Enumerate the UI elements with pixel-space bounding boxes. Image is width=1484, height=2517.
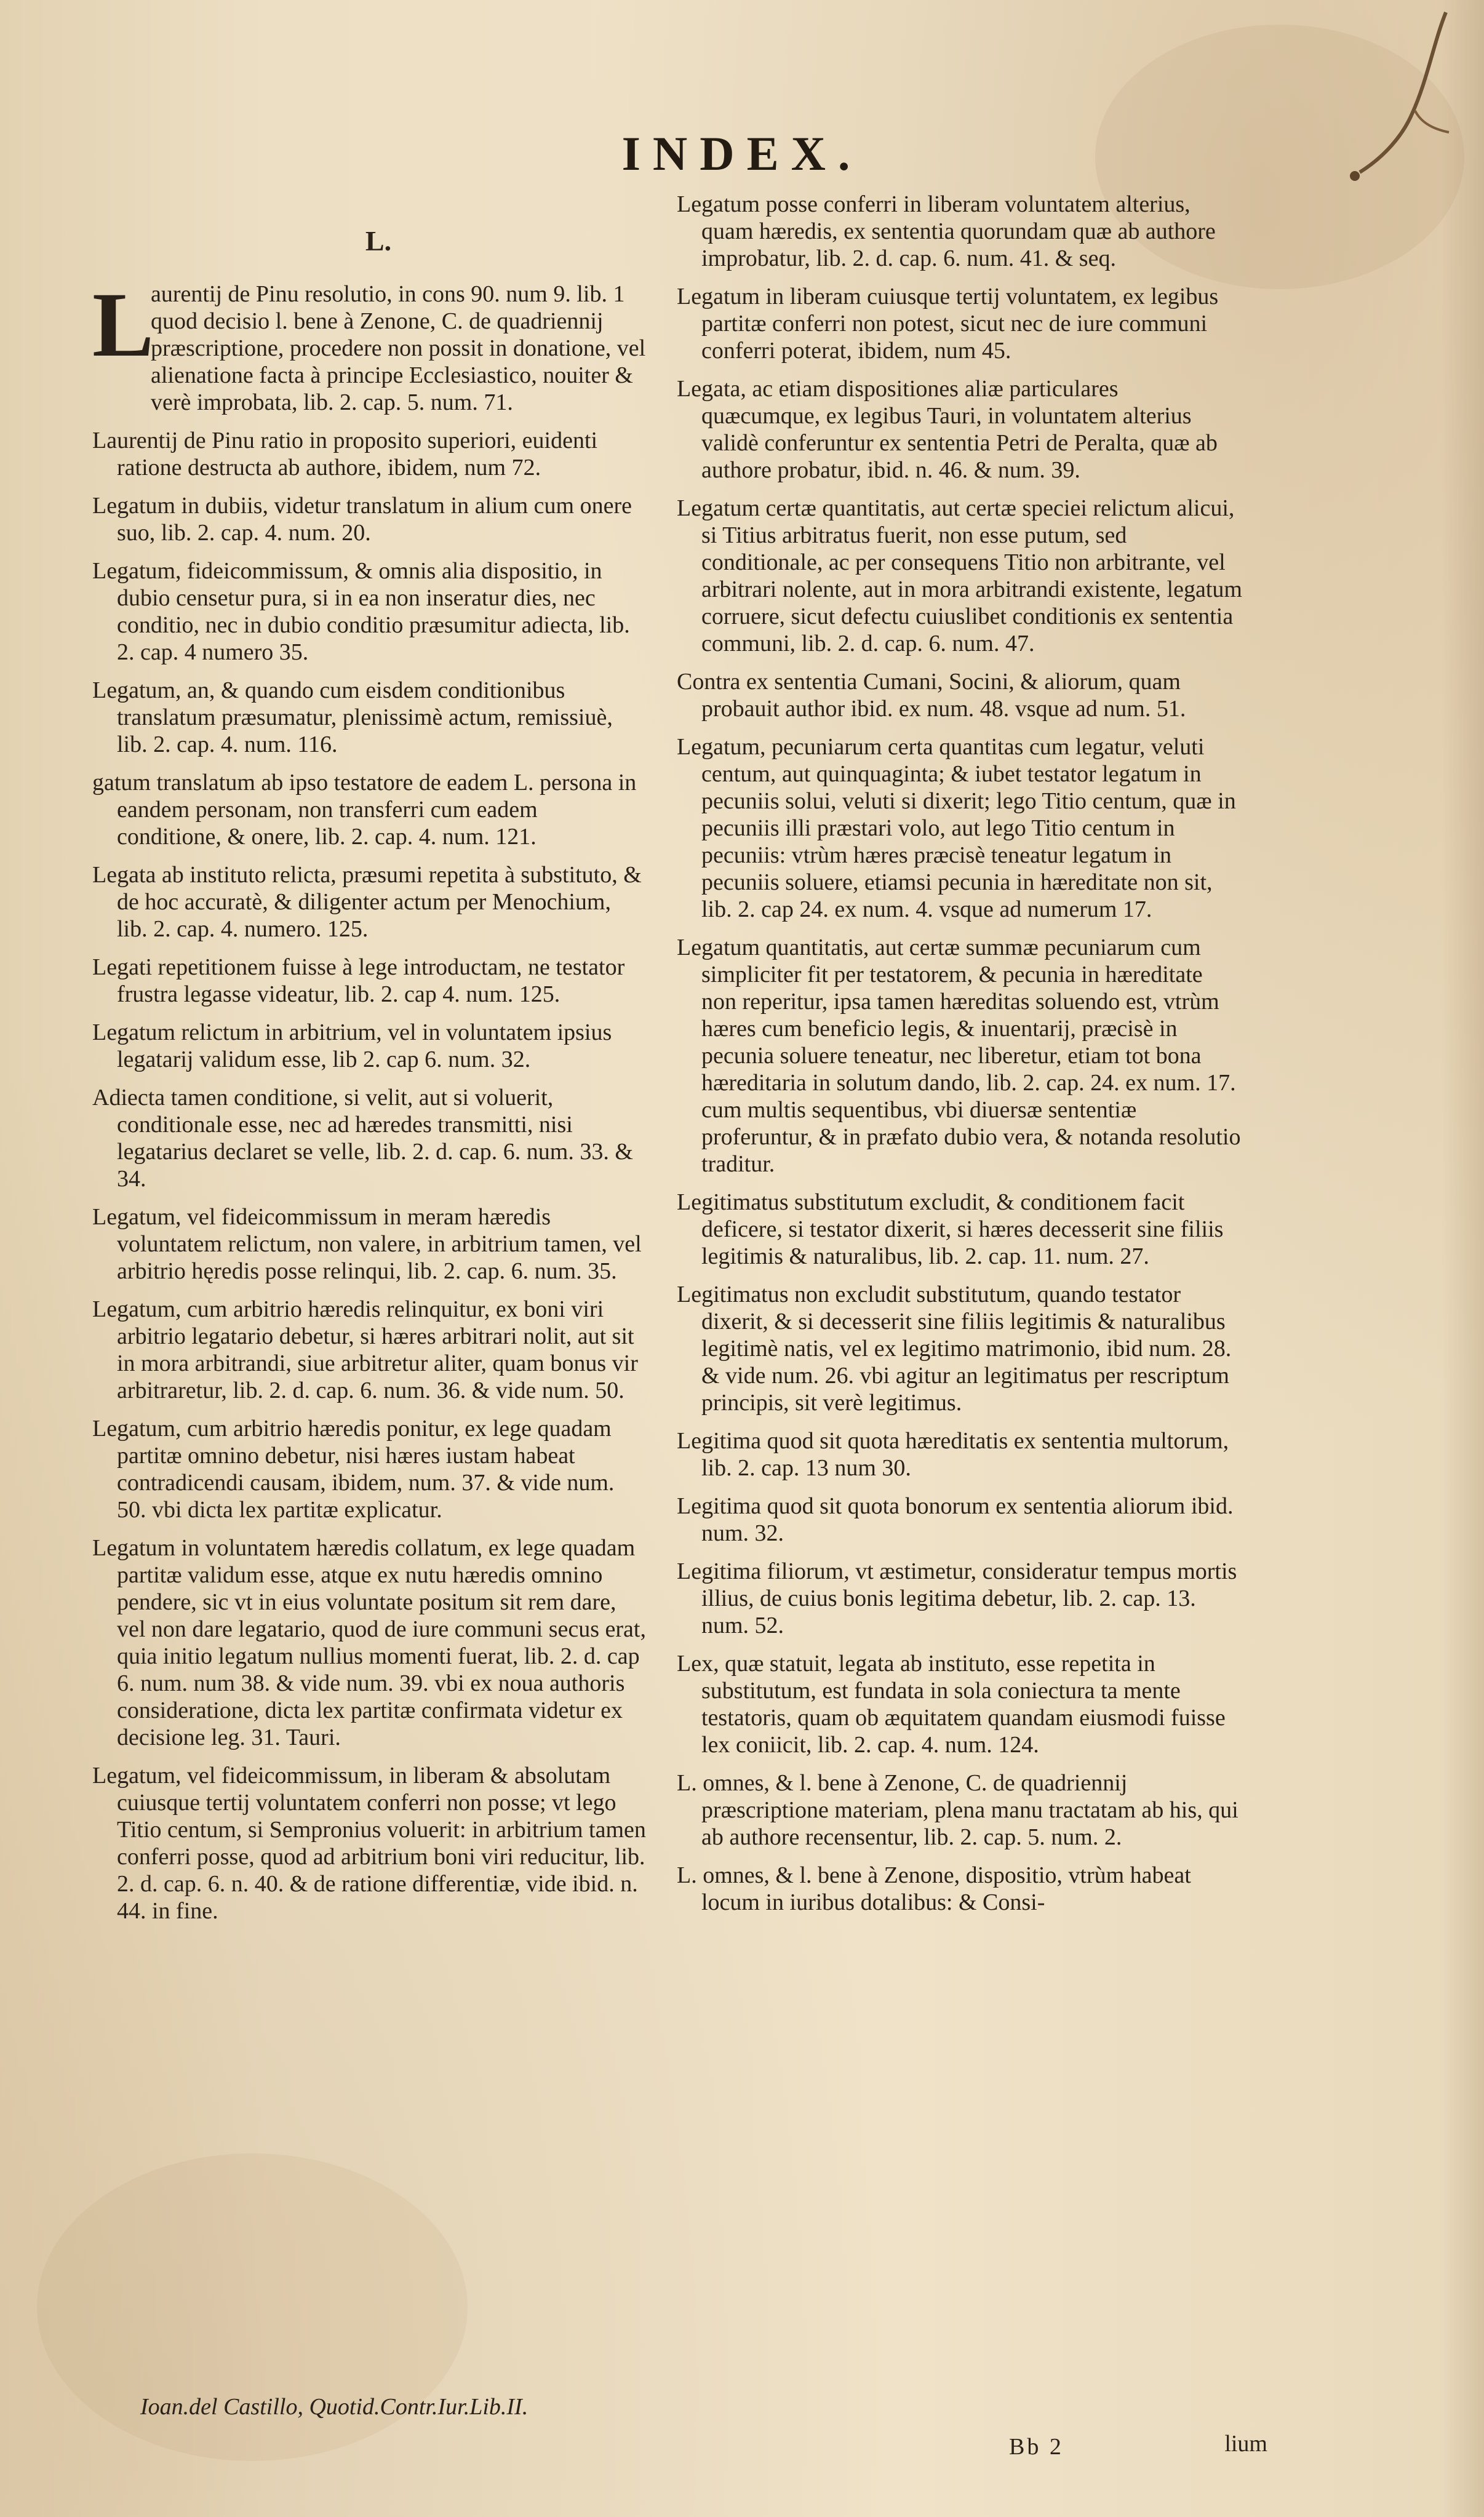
index-entry: Legatum in dubiis, videtur translatum in alium cum onere suo, lib. 2. cap. 4. num. 20. — [92, 493, 632, 546]
index-entry: Legatum, vel fideicommissum in meram hæredis voluntatem relictum, non valere, in arbitrium tamen, vel arbitrio hęredis posse relinqui, lib. 2. cap. 6. num. 35. — [92, 1204, 642, 1284]
index-entry: Legatum relictum in arbitrium, vel in voluntatem ipsius legatarij validum esse, lib 2. cap 6. num. 32. — [92, 1019, 612, 1072]
index-entry: Legitimatus substitutum excludit, & conditionem facit deficere, si testator dixerit, si hæres decesserit sine filiis legitimis & naturalibus, lib. 2. cap. 11. num. 27. — [677, 1189, 1224, 1269]
page-title: INDEX. — [621, 127, 863, 180]
index-entry: Legatum in liberam cuiusque tertij voluntatem, ex legibus partitæ conferri non potest, sicut nec de iure communi conferri poterat, ibidem, num 45. — [677, 284, 1219, 364]
page-edge-shadow — [1441, 0, 1484, 2517]
index-entry: Legatum certæ quantitatis, aut certæ speciei relictum alicui, si Titius arbitratus fuerit, non esse putum, sed conditionale, ac per consequens Titio non arbitrante, vel arbitrari nolente, aut in mora arbitrandi existente, legatum corruere, sicut defectu cuiuslibet conditionis ex sententia communi, lib. 2. d. cap. 6. num. 47. — [677, 495, 1242, 656]
index-entry: L. omnes, & l. bene à Zenone, C. de quadriennij præscriptione materiam, plena manu tractatam ab his, qui ab authore recensentur, lib. 2. cap. 5. num. 2. — [677, 1770, 1239, 1850]
index-entry: gatum translatum ab ipso testatore de eadem L. persona in eandem personam, non transferri cum eadem conditione, & onere, lib. 2. cap. 4. num. 121. — [92, 770, 637, 850]
index-entry: Legitima filiorum, vt æstimetur, consideratur tempus mortis illius, de cuius bonis legitima debetur, lib. 2. cap. 13. num. 52. — [677, 1558, 1237, 1638]
index-entry: Legata ab instituto relicta, præsumi repetita à substituto, & de hoc accuratè, & diligenter actum per Menochium, lib. 2. cap. 4. numero. 125. — [92, 862, 642, 942]
index-entry: Legata, ac etiam dispositiones aliæ particulares quæcumque, ex legibus Tauri, in voluntatem alterius validè conferuntur ex sententia Petri de Peralta, quæ ab authore probatur, ibid. n. 46. & num. 39. — [677, 376, 1218, 483]
index-entry: Legatum, an, & quando cum eisdem conditionibus translatum præsumatur, plenissimè actum, remissiuè, lib. 2. cap. 4. num. 116. — [92, 677, 613, 757]
index-entry-text: aurentij de Pinu resolutio, in cons 90. num 9. lib. 1 quod decisio l. bene à Zenone, C. de quadriennij præscriptione, procedere non possit in donatione, vel alienatione facta à principe Ecclesiastico, nouiter & verè improbata, lib. 2. cap. 5. num. 71. — [151, 281, 646, 415]
index-entry: Legitima quod sit quota hæreditatis ex sententia multorum, lib. 2. cap. 13 num 30. — [677, 1428, 1229, 1481]
index-entry: Legatum posse conferri in liberam voluntatem alterius, quam hæredis, ex sententia quorundam quæ ab authore improbatur, lib. 2. d. cap. 6. num. 41. & seq. — [677, 191, 1216, 271]
index-entry: Legatum, vel fideicommissum, in liberam & absolutam cuiusque tertij voluntatem conferri non posse; vt lego Titio centum, si Sempronius voluerit: in arbitrium tamen conferri posse, quod ad arbitrium boni viri reducitur, lib. 2. d. cap. 6. n. 40. & de ratione differentiæ, vide ibid. n. 44. in fine. — [92, 1763, 646, 1924]
index-entry: Legatum, fideicommissum, & omnis alia dispositio, in dubio censetur pura, si in ea non inseratur dies, nec conditio, nec in dubio conditio præsumitur adiecta, lib. 2. cap. 4 numero 35. — [92, 558, 630, 665]
index-entry: L. omnes, & l. bene à Zenone, dispositio, vtrùm habeat locum in iuribus dotalibus: & Consi- — [677, 1862, 1191, 1915]
index-entry: Contra ex sententia Cumani, Socini, & aliorum, quam probauit author ibid. ex num. 48. vsque ad num. 51. — [677, 669, 1186, 722]
index-column-right — [677, 191, 1243, 1927]
section-letter: L. — [365, 225, 392, 257]
drop-cap: L — [92, 274, 154, 376]
index-entry: Legatum quantitatis, aut certæ summæ pecuniarum cum simpliciter fit per testatorem, & pecunia in hæreditate non reperitur, ipsa tamen hæreditas soluendo est, vtrùm hæres cum beneficio legis, & inuentarij, præcisè in pecunia soluere teneatur, nec liberetur, etiam tot bona hæreditaria in solutum dando, lib. 2. cap. 24. ex num. 17. cum multis sequentibus, vbi diuersæ sententiæ proferuntur, & in præfato dubio vera, & notanda resolutio traditur. — [677, 935, 1241, 1177]
index-entry: Legatum, cum arbitrio hæredis ponitur, ex lege quadam partitæ omnino debetur, nisi hæres iustam habeat contradicendi causam, ibidem, num. 37. & vide num. 50. vbi dicta lex partitæ explicatur. — [92, 1416, 615, 1523]
index-entry: Legatum in voluntatem hæredis collatum, ex lege quadam partitæ validum esse, atque ex nutu hæredis omnino pendere, sic vt in eius voluntate positum sit rem dare, vel non dare legatario, quod de iure communi secus erat, quia initio legatum nullius momenti fuerat, lib. 2. d. cap 6. num. num 38. & vide num. 39. vbi ex noua authoris consideratione, dicta lex partitæ confirmata videtur ex decisione leg. 31. Tauri. — [92, 1535, 646, 1750]
index-entry: Laurentij de Pinu ratio in proposito superiori, euidenti ratione destructa ab authore, ibidem, num 72. — [92, 428, 598, 481]
signature-mark: Bb 2 — [1009, 2434, 1064, 2460]
index-entry: Legatum, cum arbitrio hæredis relinquitur, ex boni viri arbitrio legatario debetur, si hæres arbitrari nolit, aut sit in mora arbitrandi, siue arbitretur aliter, quam bonus vir arbitraretur, lib. 2. d. cap. 6. num. 36. & vide num. 50. — [92, 1296, 638, 1403]
index-entry: Lex, quæ statuit, legata ab instituto, esse repetita in substitutum, est fundata in sola coniectura ta mente testatoris, quam ob æquitatem quandam eiusmodi fuisse lex coniicit, lib. 2. cap. 4. num. 124. — [677, 1651, 1226, 1758]
index-entry: Adiecta tamen conditione, si velit, aut si voluerit, conditionale esse, nec ad hæredes transmitti, nisi legatarius declaret se velle, lib. 2. d. cap. 6. num. 33. & 34. — [92, 1085, 633, 1192]
index-entry: Legatum, pecuniarum certa quantitas cum legatur, veluti centum, aut quinquaginta; & iubet testator legatum in pecuniis solui, veluti si dixerit; lego Titio centum, quæ in pecuniis illi præstari volo, aut lego Titio centum in pecuniis: vtrùm hæres præcisè teneatur legatum in pecuniis soluere, etiamsi pecunia in hæreditate non sit, lib. 2. cap 24. ex num. 4. vsque ad numerum 17. — [677, 734, 1236, 922]
index-entry: Legitima quod sit quota bonorum ex sententia aliorum ibid. num. 32. — [677, 1493, 1234, 1546]
catchword: lium — [1224, 2431, 1267, 2457]
book-title-footer: Ioan.del Castillo, Quotid.Contr.Iur.Lib.II. — [140, 2394, 529, 2420]
index-entry: Legitimatus non excludit substitutum, quando testator dixerit, & si decesserit sine filiis legitimis & naturalibus legitimè natis, vel ex legitimo matrimonio, ibid num. 28. & vide num. 26. vbi agitur an legitimatus per rescriptum principis, sit verè legitimus. — [677, 1282, 1232, 1416]
index-entry — [92, 274, 646, 416]
index-column-left — [92, 225, 646, 1936]
index-entry: Legati repetitionem fuisse à lege introductam, ne testator frustra legasse videatur, lib. 2. cap 4. num. 125. — [92, 954, 625, 1007]
